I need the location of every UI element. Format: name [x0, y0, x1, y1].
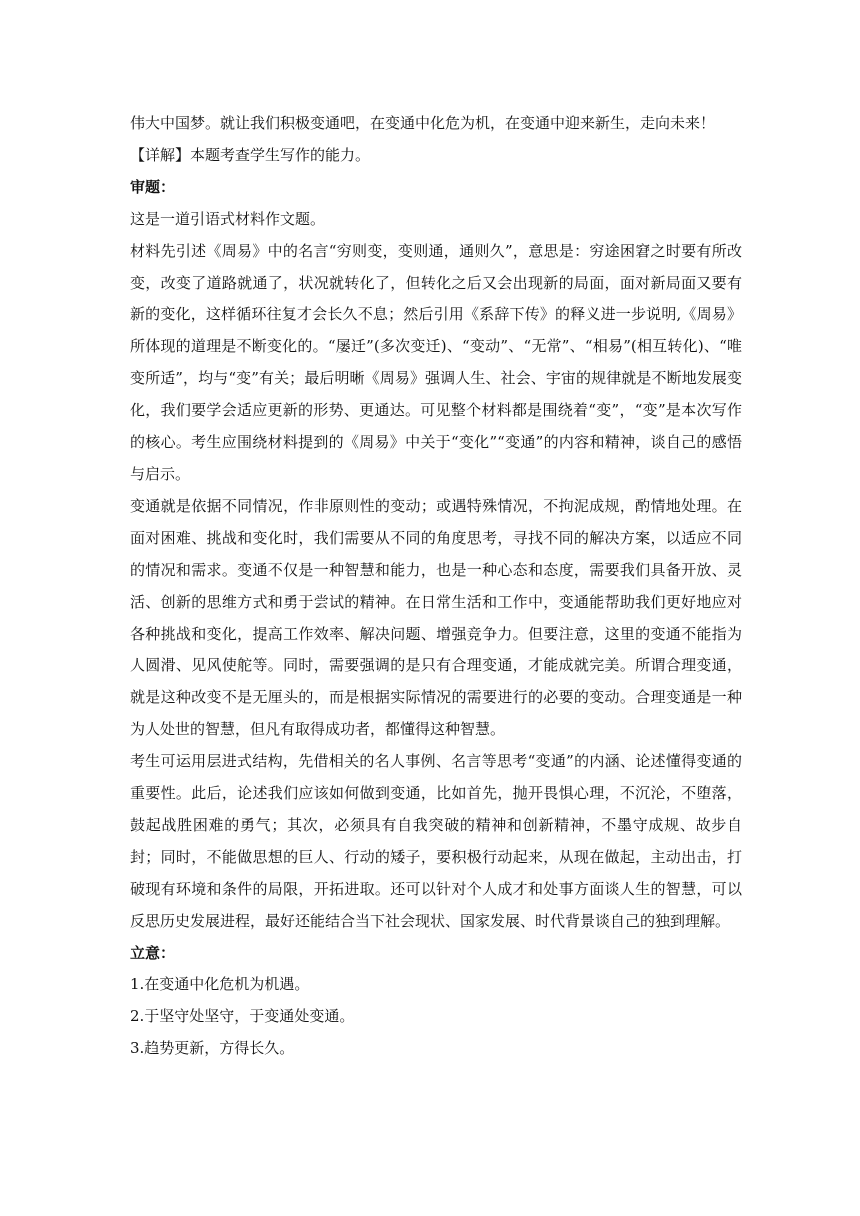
- material-analysis-paragraph: 材料先引述《周易》中的名言“穷则变，变则通，通则久”，意思是：穷途困窘之时要有所改变，改变了道路就通了，状况就转化了，但转化之后又会出现新的局面，面对新局面又要有新的变化，这样循环往复才会长久不息；然后引用《系辞下传》的释义进一步说明,《周易》所体现的道理是不断变化的。“屡迁”(多次变迁)、“变动”、“无常”、“相易”(相互转化)、“唯变所适”，均与“变”有关；最后明晰《周易》强调人生、社会、宇宙的规律就是不断地发展变化，我们要学会适应更新的形势、更通达。可见整个材料都是围绕着“变”，“变”是本次写作的核心。考生应围绕材料提到的《周易》中关于“变化”“变通”的内容和精神，谈自己的感悟与启示。: [130, 241, 742, 483]
- intro-paragraph: 伟大中国梦。就让我们积极变通吧，在变通中化危为机，在变通中迎来新生，走向未来！: [130, 114, 716, 132]
- question-type-paragraph: 这是一道引语式材料作文题。: [130, 209, 326, 228]
- liyi-heading: 立意：: [130, 943, 176, 962]
- biantong-definition-paragraph: 变通就是依据不同情况，作非原则性的变动；或遇特殊情况，不拘泥成规，酌情地处理。在面对困难、挑战和变化时，我们需要从不同的角度思考，寻找不同的解决方案，以适应不同的情况和需求。变通不仅是一种智慧和能力，也是一种心态和态度，需要我们具备开放、灵活、创新的思维方式和勇于尝试的精神。在日常生活和工作中，变通能帮助我们更好地应对各种挑战和变化，提高工作效率、解决问题、增强竞争力。但要注意，这里的变通不能指为人圆滑、见风使舵等。同时，需要强调的是只有合理变通，才能成就完美。所谓合理变通，就是这种改变不是无厘头的，而是根据实际情况的需要进行的必要的变动。合理变通是一种为人处世的智慧，但凡有取得成功者，都懂得这种智慧。: [130, 496, 742, 739]
- idea-item-1: 1.在变通中化危机为机遇。: [130, 975, 310, 994]
- idea-item-3: 3.趋势更新，方得长久。: [130, 1039, 295, 1058]
- detail-paragraph: 【详解】本题考查学生写作的能力。: [130, 145, 371, 164]
- idea-item-2: 2.于坚守处坚守，于变通处变通。: [130, 1007, 355, 1026]
- document-body: [130, 108, 742, 1065]
- shenti-heading: 审题：: [130, 177, 176, 196]
- structure-suggestion-paragraph: 考生可运用层进式结构，先借相关的名人事例、名言等思考“变通”的内涵、论述懂得变通的重要性。此后，论述我们应该如何做到变通，比如首先，抛开畏惧心理，不沉沦，不堕落，鼓起战胜困难的勇气；其次，必须具有自我突破的精神和创新精神，不墨守成规、故步自封；同时，不能做思想的巨人、行动的矮子，要积极行动起来，从现在做起，主动出击，打破现有环境和条件的局限，开拓进取。还可以针对个人成才和处事方面谈人生的智慧，可以反思历史发展进程，最好还能结合当下社会现状、国家发展、时代背景谈自己的独到理解。: [130, 752, 742, 930]
